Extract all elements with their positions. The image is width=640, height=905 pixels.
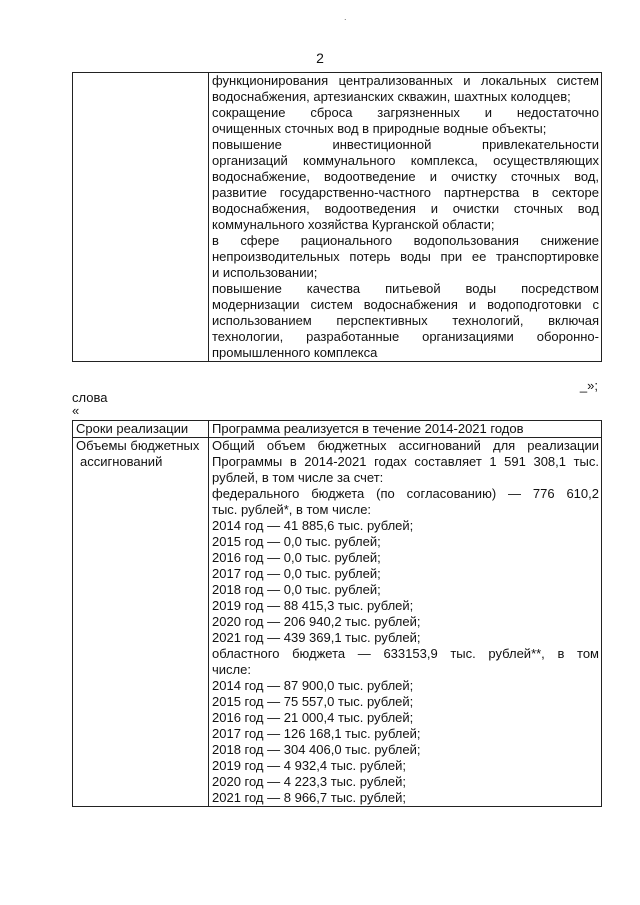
opening-quote: « — [72, 403, 80, 418]
text-line: 2016 год — 0,0 тыс. рублей; — [212, 550, 381, 565]
text-line: технологии, разработанные организациями оборонно- — [212, 329, 599, 344]
text-line: 2015 год — 0,0 тыс. рублей; — [212, 534, 381, 549]
label-line: ассигнований — [80, 454, 163, 469]
table-row — [73, 421, 602, 438]
text-line: областного бюджета — 633153,9 тыс. рублей**, в том — [212, 646, 599, 661]
text-line: водоснабжения, водоотведения и очистки сточных вод — [212, 201, 599, 216]
text-line: развитие государственно-частного партнерства в секторе — [212, 185, 599, 200]
text-line: 2017 год — 126 168,1 тыс. рублей; — [212, 726, 421, 741]
text-line: 2018 год — 0,0 тыс. рублей; — [212, 582, 381, 597]
text-line: 2019 год — 88 415,3 тыс. рублей; — [212, 598, 414, 613]
text-line: очищенных сточных вод в природные водные объекты; — [212, 121, 547, 136]
text-line: федерального бюджета (по согласованию) — 776 610,2 — [212, 486, 599, 501]
text-line: модернизации систем водоснабжения и водоподготовки с — [212, 297, 599, 312]
text-line: числе: — [212, 662, 251, 677]
passport-table — [72, 420, 602, 807]
row-label — [73, 438, 209, 807]
text-line: 2017 год — 0,0 тыс. рублей; — [212, 566, 381, 581]
page-number: 2 — [316, 50, 324, 66]
top-table — [72, 72, 602, 362]
text-line: 2019 год — 4 932,4 тыс. рублей; — [212, 758, 407, 773]
text-line: 2014 год — 41 885,6 тыс. рублей; — [212, 518, 414, 533]
text-line: 2020 год — 4 223,3 тыс. рублей; — [212, 774, 407, 789]
label-line: Объемы бюджетных — [76, 438, 200, 453]
text-line: сокращение сброса загрязненных и недостаточно — [212, 105, 599, 120]
text-line: Программы в 2014-2021 годах составляет 1 591 308,1 тыс. — [212, 454, 599, 469]
scan-mark: . — [344, 12, 347, 22]
row-label: Сроки реализации — [73, 421, 209, 438]
text-line: в сфере рационального водопользования снижение — [212, 233, 599, 248]
text-line: использованием перспективных технологий, включая — [212, 313, 599, 328]
text-line: повышение инвестиционной привлекательности — [212, 137, 599, 152]
text-line: 2015 год — 75 557,0 тыс. рублей; — [212, 694, 414, 709]
text-line: 2014 год — 87 900,0 тыс. рублей; — [212, 678, 414, 693]
text-line: промышленного комплекса — [212, 345, 378, 360]
text-line: повышение качества питьевой воды посредством — [212, 281, 599, 296]
closing-quote: _»; — [579, 378, 598, 393]
text-line: 2021 год — 439 369,1 тыс. рублей; — [212, 630, 421, 645]
text-line: рублей, в том числе за счет: — [212, 470, 384, 485]
text-line: 2018 год — 304 406,0 тыс. рублей; — [212, 742, 421, 757]
text-line: 2016 год — 21 000,4 тыс. рублей; — [212, 710, 414, 725]
row-value: Программа реализуется в течение 2014-2021 годов — [209, 421, 602, 438]
table-row — [73, 438, 602, 807]
text-line: организаций коммунального комплекса, осуществляющих — [212, 153, 599, 168]
text-line: функционирования централизованных и локальных систем — [212, 73, 599, 88]
table-row — [73, 73, 602, 362]
text-line: водоснабжения, артезианских скважин, шахтных колодцев; — [212, 89, 571, 104]
text-line: коммунального хозяйства Курганской области; — [212, 217, 495, 232]
text-line: Общий объем бюджетных ассигнований для реализации — [212, 438, 599, 453]
text-line: водоснабжение, водоотведение и очистку сточных вод, — [212, 169, 599, 184]
content-cell — [209, 73, 602, 362]
text-line: 2020 год — 206 940,2 тыс. рублей; — [212, 614, 421, 629]
text-line: и использовании; — [212, 265, 318, 280]
text-line: 2021 год — 8 966,7 тыс. рублей; — [212, 790, 407, 805]
text-line: непроизводительных потерь воды при ее транспортировке — [212, 249, 599, 264]
empty-label-cell — [73, 73, 209, 362]
text-line: тыс. рублей*, в том числе: — [212, 502, 372, 517]
word-slova: слова — [72, 390, 108, 405]
row-value — [209, 438, 602, 807]
